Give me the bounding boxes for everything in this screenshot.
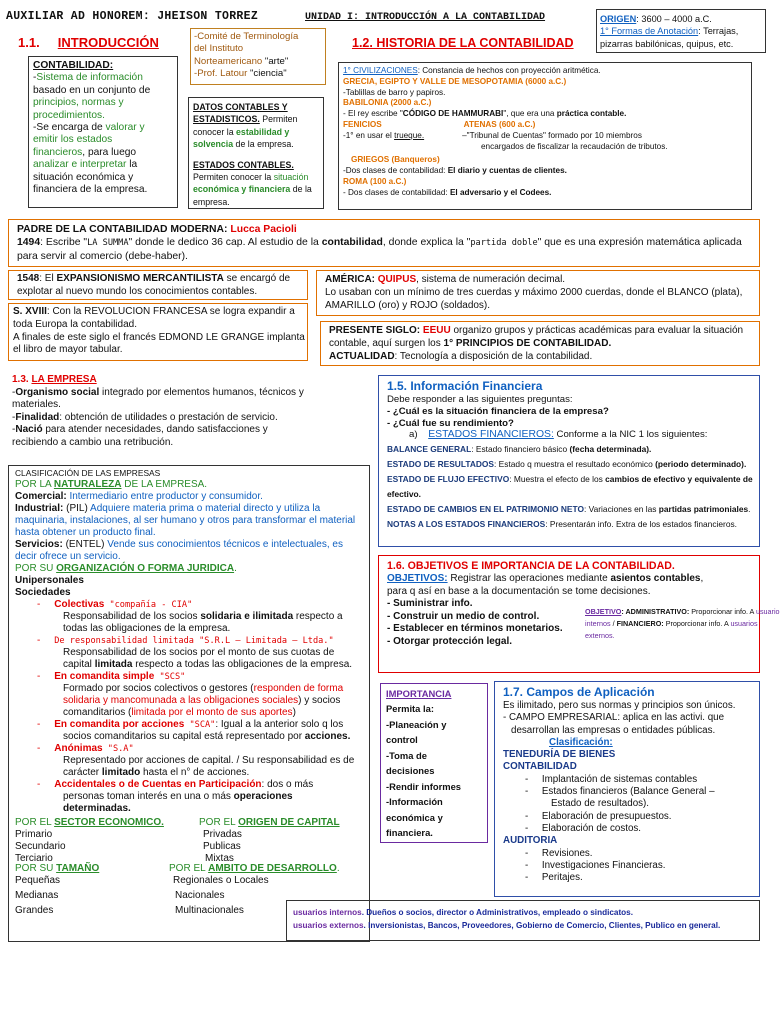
t: -: [12, 386, 16, 398]
t: ROMA (100 a.C.): [343, 177, 407, 187]
t: Adquiere materia prima o material directo y utiliza la: [90, 503, 321, 514]
t: estabilidad y: [236, 126, 290, 137]
t: . Inversionistas, Bancos, Proveedores, Gobierno de Comercio, Clientes, Publico en general.: [363, 920, 721, 930]
t: financiera de la empresa.: [33, 184, 148, 196]
t: .: [336, 863, 340, 874]
t: SECTOR ECONOMICO.: [54, 817, 164, 828]
t: -: [33, 72, 37, 84]
t: En comandita simple: [54, 671, 155, 682]
t: -: [37, 743, 41, 754]
clasificacion-box: [8, 465, 370, 942]
t: -: [37, 719, 41, 730]
t: -Se encarga de: [33, 122, 106, 134]
t: limitado: [101, 767, 141, 778]
t: ESTADO DE CAMBIOS EN EL PATRIMONIO NETO: [387, 503, 584, 514]
mercantilista-box: [8, 270, 308, 300]
t: POR EL: [199, 817, 239, 828]
t: Conforme a la NIC 1 los siguientes:: [553, 429, 708, 441]
t: Grandes: [15, 905, 54, 916]
t: - CAMPO EMPRESARIAL: aplica en las activi. que: [503, 712, 725, 724]
t: -: [525, 872, 529, 884]
t: Permita la:: [386, 703, 434, 714]
t: -1° en usar el: [343, 130, 395, 140]
t: NATURALEZA: [53, 479, 122, 490]
t: (PIL): [63, 503, 91, 514]
t: Implantación de sistemas contables: [541, 773, 698, 785]
civilizaciones-box: [338, 62, 752, 210]
t: Formado por socios colectivos o gestores (: [63, 683, 254, 694]
t: Vende sus conocimientos técnicos e intelectuales, es: [107, 539, 343, 550]
formas-text-2: pizarras babilónicas, quipus, etc.: [600, 38, 734, 49]
t: (ENTEL): [62, 539, 108, 550]
t: : Con la REVOLUCION FRANCESA se logra expandir a: [46, 306, 295, 317]
intro-title: [18, 35, 159, 50]
t: ESTADOS FINANCIEROS:: [428, 429, 554, 441]
t: se encargó de: [223, 273, 291, 284]
formas-text: : Terrajas,: [698, 26, 739, 37]
t: 1.7. Campos de Aplicación: [503, 685, 655, 699]
t: capital: [63, 659, 95, 670]
t: financiera.: [386, 827, 433, 838]
t: empresa.: [193, 196, 230, 207]
t: externos.: [585, 631, 615, 640]
t: ATENAS (600 a.C.): [463, 119, 536, 129]
t: -Toma de: [386, 749, 427, 761]
t: CÓDIGO DE HAMMURABI: [402, 109, 504, 119]
origen-label: ORIGEN: [600, 14, 637, 24]
t: Organismo social: [15, 386, 100, 398]
t: respecto a todas las obligaciones de la empresa.: [132, 659, 353, 670]
t: -: [525, 847, 529, 859]
t: Colectivas: [54, 599, 105, 610]
t: materiales.: [12, 399, 61, 410]
info-financiera-box: [378, 375, 760, 547]
t: Unipersonales: [15, 575, 84, 586]
importancia-box: [380, 683, 488, 843]
t: (fecha determinada).: [569, 443, 652, 454]
t: –"Tribunal de Cuentas": [462, 130, 546, 140]
t: -: [37, 779, 41, 790]
t: ): [292, 707, 296, 718]
t: respecto a: [293, 611, 343, 622]
t: - ¿Cuál fue su rendimiento?: [387, 417, 514, 429]
t: -: [12, 411, 16, 423]
t: -: [12, 424, 16, 435]
t: Elaboración de costos.: [541, 822, 642, 834]
t: ESTADO DE FLUJO EFECTIVO: [387, 473, 510, 484]
t: formado por 10 miembros: [545, 130, 642, 140]
t: Investigaciones Financieras.: [541, 859, 666, 871]
t: En comandita por acciones: [54, 719, 185, 730]
t: encargados de fiscalizar la recaudación de tributos.: [481, 141, 668, 151]
t: : El: [39, 273, 57, 284]
t: Responsabilidad de los socios por el monto de sus cuotas de: [63, 647, 335, 658]
t: CONTABILIDAD: [503, 761, 577, 773]
t: 1.5. Información Financiera: [387, 379, 543, 393]
t: BABILONIA (2000 a.C.): [343, 98, 432, 108]
t: "S.A": [102, 744, 134, 754]
t: usuarios externos: [293, 920, 364, 930]
t: Secundario: [15, 841, 66, 852]
t: solvencia: [193, 139, 234, 150]
t: conocer la: [193, 126, 237, 137]
t: , sistema de numeración decimal.: [416, 274, 566, 285]
t: -Información: [386, 796, 443, 807]
t: : Igual a la anterior solo q los: [215, 719, 344, 730]
t: económica y financiera: [193, 184, 291, 195]
t: Mixtas: [205, 853, 234, 864]
t: para atender necesidades, dando satisfacciones y: [42, 424, 268, 435]
t: NOTAS A LOS ESTADOS FINANCIEROS: [387, 518, 546, 529]
t: internos: [585, 619, 611, 628]
t: contable, aquí surgen los: [329, 338, 444, 349]
comite-l4: -Prof. Latour: [194, 68, 248, 80]
t: - ¿Cuál es la situación financiera de la empresa?: [387, 405, 609, 417]
t: explotar al nuevo mundo los conocimientos contables.: [17, 285, 258, 297]
t: QUIPUS: [377, 274, 417, 285]
t: AUDITORIA: [503, 835, 558, 847]
t: - El rey escribe ": [343, 109, 403, 119]
padre-box: [8, 219, 760, 267]
t: Privadas: [203, 829, 242, 840]
intro-label: INTRODUCCIÓN: [57, 35, 159, 50]
t: LA SUMMA: [87, 238, 129, 248]
t: CLASIFICACIÓN DE LAS EMPRESAS: [15, 468, 161, 478]
t: Es ilimitado, pero sus normas y principios son únicos.: [503, 700, 736, 711]
t: POR SU: [15, 863, 57, 874]
t: -: [525, 822, 529, 834]
t: a): [409, 429, 418, 441]
t: Debe responder a las siguientes preguntas:: [387, 394, 573, 405]
t: Accidentales o de Cuentas en Participación: [54, 779, 262, 790]
t: AMARILLO (oro) y ROJO (soldados).: [325, 300, 491, 311]
t: EXPANSIONISMO MERCANTILISTA: [56, 273, 224, 284]
t: operaciones: [233, 791, 293, 802]
t: partida doble: [470, 238, 538, 248]
t: limitada: [94, 659, 133, 670]
t: TAMAÑO: [56, 863, 100, 874]
t: comanditarios (: [63, 707, 132, 718]
t: Estado de resultados).: [551, 798, 650, 810]
t: : Muestra el efecto de los: [509, 473, 606, 484]
t: Proporcionar info. A: [689, 607, 756, 616]
t: recibiendo a cambio una retribución.: [12, 436, 174, 448]
t: Registrar las operaciones mediante: [447, 573, 611, 584]
t: Anónimas: [54, 743, 103, 754]
t: 1548: [17, 273, 40, 284]
t: trueque.: [394, 130, 425, 140]
comite-ciencia: "ciencia": [247, 68, 287, 80]
historia-title: 1.2. HISTORIA DE LA CONTABILIDAD: [352, 36, 574, 50]
t: efectivo.: [387, 488, 421, 499]
t: Servicios:: [15, 539, 63, 550]
t: Regionales o Locales: [173, 875, 269, 886]
comite-l2: del Instituto: [194, 43, 244, 55]
t: : Estado q muestra el resultado económico: [494, 458, 656, 469]
comite-arte: "arte": [262, 55, 289, 67]
t: -: [37, 635, 41, 646]
t: principios, normas y: [33, 97, 124, 109]
t: Pequeñas: [15, 875, 61, 886]
t: -: [525, 786, 529, 798]
t: - Dos clases de contabilidad:: [343, 187, 450, 197]
t: Elaboración de presupuestos.: [541, 810, 672, 822]
campos-box: [494, 681, 760, 897]
contabilidad-box: [28, 56, 178, 208]
t: : dos o más: [261, 779, 314, 790]
t: EEUU: [422, 325, 451, 336]
t: AMBITO DE DESARROLLO: [208, 863, 337, 874]
t: hasta el n° de acciones.: [140, 767, 250, 778]
xviii-box: [8, 303, 308, 361]
empresa-section: [12, 374, 368, 449]
t: -Dos clases de contabilidad:: [343, 166, 448, 176]
t: ", que era una: [503, 109, 557, 119]
t: ,: [700, 573, 704, 584]
t: Lo usaban con un mínimo de tres cuerdas y máximo 2000 cuerdas, donde el BLANCO (plata),: [325, 287, 743, 298]
t: cambios de efectivo y equivalente de: [605, 473, 753, 484]
t: LA EMPRESA: [31, 374, 97, 385]
t: acciones.: [304, 731, 351, 742]
t: /: [610, 619, 617, 628]
t: práctica contable.: [556, 109, 627, 119]
t: económica y: [386, 811, 443, 823]
t: Lucca Pacioli: [230, 224, 297, 235]
t: .: [234, 563, 237, 574]
comite-box: [190, 28, 326, 85]
t: DE LA EMPRESA.: [121, 479, 208, 490]
t: El adversario y el Codees.: [449, 187, 552, 197]
header-unit: UNIDAD I: INTRODUCCIÓN A LA CONTABILIDAD: [305, 12, 546, 23]
t: para servir al comercio (debe-haber).: [17, 251, 188, 262]
t: - Establecer en términos monetarios.: [387, 623, 563, 634]
t: El diario y cuentas de clientes.: [447, 166, 567, 176]
t: hasta obtener un producto final.: [15, 527, 156, 538]
t: Revisiones.: [541, 847, 593, 859]
t: -Planeación y: [386, 718, 447, 730]
header-author: AUXILIAR AD HONOREM: JHEISON TORREZ: [6, 10, 259, 23]
t: 1° PRINCIPIOS DE CONTABILIDAD.: [443, 338, 612, 349]
t: desarrollan las empresas o entidades públicas.: [511, 724, 716, 736]
t: Sociedades: [15, 587, 71, 598]
t: usuarios: [730, 619, 758, 628]
t: "SCA": [184, 720, 216, 730]
intro-num: 1.1.: [18, 35, 40, 50]
usuarios-box: [286, 900, 760, 941]
t: PRESENTE SIGLO:: [329, 325, 423, 336]
datos-box: [188, 97, 324, 209]
t: usuario: [755, 607, 780, 616]
t: FENICIOS: [343, 119, 382, 129]
t: -: [37, 671, 41, 682]
t: basado en un conjunto de: [33, 84, 151, 96]
t: De responsabilidad limitada: [54, 636, 194, 646]
t: emitir los estados: [33, 134, 113, 146]
t: S. XVIII: [13, 306, 47, 317]
t: , para luego: [82, 146, 137, 158]
t: ORGANIZACIÓN O FORMA JURIDICA: [56, 563, 235, 574]
t: control: [386, 734, 418, 745]
t: , donde explica la ": [382, 237, 471, 248]
t: - Otorgar protección legal.: [387, 635, 513, 647]
t: contabilidad: [321, 237, 383, 248]
t: OBJETIVO: [585, 607, 622, 616]
t: "compañía - CIA": [104, 600, 193, 610]
t: de la empresa.: [233, 139, 294, 150]
t: "S.R.L – Limitada – Ltda.": [193, 636, 334, 646]
t: FINANCIERO:: [616, 619, 664, 628]
t: carácter: [63, 767, 102, 778]
t: 1494: [17, 237, 41, 248]
t: Nació: [15, 424, 43, 435]
t: toda Europa la contabilidad.: [13, 318, 137, 330]
comite-l1: -Comité de Terminología: [194, 31, 299, 42]
t: partidas patrimoniales: [658, 503, 749, 514]
objetivos-box: [378, 555, 780, 673]
t: -Rendir informes: [386, 780, 462, 792]
t: "SCS": [154, 672, 186, 682]
t: Terciario: [15, 853, 53, 864]
america-box: [316, 270, 760, 316]
t: Primario: [15, 829, 53, 840]
t: integrado por elementos humanos, técnicos y: [99, 386, 304, 398]
t: POR EL: [15, 817, 55, 828]
t: valorar y: [105, 122, 145, 134]
t: organizo grupos y prácticas académicas para evaluar la situación: [450, 325, 744, 336]
t: -: [525, 773, 529, 785]
presente-box: [320, 321, 760, 366]
t: Publicas: [203, 841, 241, 852]
t: 1.6. OBJETIVOS E IMPORTANCIA DE LA CONTABILIDAD.: [387, 560, 675, 572]
t: PADRE DE LA CONTABILIDAD MODERNA:: [17, 224, 231, 235]
t: " que es una expresión matemática aplicada: [537, 237, 742, 248]
t: responden de forma: [253, 683, 344, 694]
t: todas las obligaciones de la empresa.: [63, 623, 231, 634]
t: : obtención de utilidades o prestación de servicio.: [59, 411, 278, 423]
t: Intermediario entre productor y consumidor.: [66, 491, 263, 502]
t: POR SU: [15, 563, 57, 574]
t: : Escribe ": [40, 237, 88, 248]
t: Estados financieros (Balance General –: [541, 786, 715, 798]
t: ESTADISTICOS.: [193, 114, 260, 125]
origen-text: : 3600 – 4000 a.C.: [636, 14, 712, 24]
t: AMÉRICA:: [325, 274, 378, 285]
t: determinadas.: [63, 803, 131, 814]
t: DATOS CONTABLES Y: [193, 102, 288, 112]
t: solidaria e ilimitada: [200, 611, 294, 622]
t: decir ofrece un servicio.: [15, 551, 121, 562]
t: situación económica y: [33, 171, 134, 183]
comite-l3: Norteamericano: [194, 55, 263, 67]
t: decisiones: [386, 765, 435, 776]
contabilidad-title: CONTABILIDAD:: [33, 60, 114, 71]
t: : Presentarán info. Extra de los estados financieros.: [545, 518, 738, 529]
t: Permiten: [259, 114, 298, 125]
t: BALANCE GENERAL: [387, 443, 472, 454]
t: - Suministrar info.: [387, 598, 473, 609]
t: usuarios internos: [293, 908, 362, 917]
t: la: [126, 159, 138, 171]
t: situación: [273, 172, 309, 183]
t: el libro de mayor tabular.: [13, 344, 123, 356]
t: 1° CIVILIZACIONES: [343, 66, 418, 75]
t: : ADMINISTRATIVO:: [621, 607, 690, 616]
t: IMPORTANCIA: [386, 688, 452, 699]
t: GRECIA, EGIPTO Y VALLE DE MESOPOTAMIA (6000 a.C.): [343, 76, 567, 86]
t: financieros: [33, 146, 83, 158]
t: Multinacionales: [175, 905, 244, 916]
t: OBJETIVOS:: [387, 573, 448, 584]
t: Nacionales: [175, 890, 225, 901]
t: Responsabilidad de los socios: [63, 611, 201, 622]
t: . Dueños o socios, director o Administrativos, empleado o sindicatos.: [361, 908, 634, 917]
t: Representado por acciones de capital. / Su responsabilidad es de: [63, 755, 355, 766]
t: analizar e interpretar: [33, 159, 127, 171]
t: : Constancia de hechos con proyección aritmética.: [417, 66, 601, 75]
t: para q así en base a la documentación se tome decisiones.: [387, 585, 651, 597]
t: Clasificación:: [549, 736, 613, 748]
t: procedimientos.: [33, 109, 105, 121]
t: -: [37, 599, 41, 610]
formas-label: 1° Formas de Anotación: [600, 26, 699, 37]
t: ESTADO DE RESULTADOS: [387, 458, 495, 469]
t: POR LA: [15, 479, 54, 490]
t: ACTUALIDAD: [329, 351, 395, 362]
t: ESTADOS CONTABLES.: [193, 159, 294, 170]
t: solidaria y mancomunada a las obligaciones sociales: [63, 695, 299, 706]
t: 1.3.: [12, 374, 32, 385]
t: maquinaria, instalaciones, al ser humano y otros para transformar el material: [15, 515, 356, 526]
t: asientos contables: [610, 573, 701, 584]
t: : Tecnología a disposición de la contabilidad.: [394, 351, 593, 362]
t: de la: [290, 184, 312, 195]
t: TENEDURÍA DE BIENES: [503, 749, 616, 761]
t: Industrial:: [15, 503, 64, 514]
t: Medianas: [15, 890, 59, 901]
t: POR EL: [169, 863, 209, 874]
t: Proporcionar info. A: [663, 619, 731, 628]
t: Comercial:: [15, 491, 67, 502]
t: -: [525, 859, 529, 871]
t: .: [748, 503, 751, 514]
t: A finales de este siglo el francés EDMOND LE GRANGE implanta: [13, 331, 305, 343]
origen-box: [596, 9, 766, 53]
t: : Variaciones en las: [583, 503, 659, 514]
t: Peritajes.: [541, 872, 583, 884]
t: GRIEGOS (Banqueros): [351, 155, 440, 165]
t: ) y socios: [298, 695, 341, 706]
t: (periodo determinado).: [655, 458, 747, 469]
t: Sistema de información: [36, 72, 143, 84]
t: Permiten conocer la: [193, 172, 274, 183]
t: Finalidad: [15, 411, 60, 423]
t: socios comanditarios su capital está representado por: [63, 731, 305, 742]
t: limitada por el monto de sus aportes: [131, 707, 293, 718]
t: ORIGEN DE CAPITAL: [238, 817, 340, 828]
t: personas toman interés en una o más: [63, 791, 234, 802]
t: - Construir un medio de control.: [387, 610, 540, 622]
t: -Tablillas de barro y papiros.: [343, 87, 446, 97]
t: " donde le dedico 36 cap. Al estudio de la: [128, 237, 322, 248]
t: -: [525, 810, 529, 822]
t: : Estado financiero básico: [471, 443, 570, 454]
